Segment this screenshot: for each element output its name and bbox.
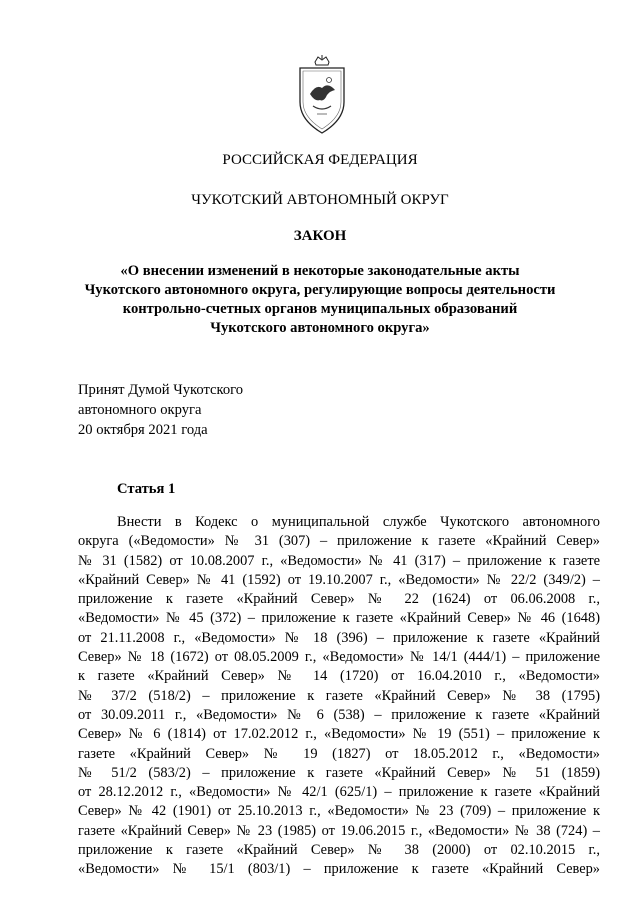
body-line: «Крайний Север» № 41 (1592) от 19.10.2007 г., «Ведомости» № 22/2 (349/2) –	[78, 571, 600, 588]
law-title	[40, 262, 600, 338]
body-line: № 51/2 (583/2) – приложение к газете «Крайний Север» № 51 (1859)	[78, 764, 600, 781]
law-title-line: Чукотского автономного округа, регулирующие вопросы деятельности	[84, 282, 556, 298]
adoption-date: 20 октября 2021 года	[78, 422, 208, 438]
body-line: к газете «Крайний Север» № 14 (1720) от 16.04.2010 г., «Ведомости»	[78, 668, 600, 685]
body-line: Север» № 6 (1814) от 17.02.2012 г., «Ведомости» № 19 (551) – приложение к	[78, 726, 600, 743]
law-title-line: «О внесении изменений в некоторые законодательные акты	[120, 263, 520, 279]
body-line: от 28.12.2012 г., «Ведомости» № 42/1 (625/1) – приложение к газете «Крайний	[78, 784, 600, 801]
adoption-block	[78, 380, 243, 440]
body-line: приложение к газете «Крайний Север» № 38 (2000) от 02.10.2015 г.,	[78, 842, 600, 859]
body-line: Внести в Кодекс о муниципальной службе Чукотского автономного	[117, 514, 600, 530]
document-type-heading: ЗАКОН	[293, 228, 347, 244]
article-heading: Статья 1	[117, 481, 176, 497]
region-heading: ЧУКОТСКИЙ АВТОНОМНЫЙ ОКРУГ	[191, 192, 449, 208]
body-line: № 37/2 (518/2) – приложение к газете «Крайний Север» № 38 (1795)	[78, 687, 600, 704]
law-title-line: Чукотского автономного округа»	[210, 320, 430, 336]
body-line: «Ведомости» № 15/1 (803/1) – приложение к газете «Крайний Север»	[78, 861, 600, 878]
body-line: Север» № 42 (1901) от 25.10.2013 г., «Ведомости» № 23 (709) – приложение к	[78, 803, 600, 820]
body-line: Север» № 18 (1672) от 08.05.2009 г., «Ведомости» № 14/1 (444/1) – приложение	[78, 649, 600, 666]
law-title-line: контрольно-счетных органов муниципальных образований	[122, 301, 518, 317]
article-body	[78, 513, 600, 880]
country-heading: РОССИЙСКАЯ ФЕДЕРАЦИЯ	[222, 152, 418, 168]
body-line: № 31 (1582) от 10.08.2007 г., «Ведомости» № 41 (317) – приложение к газете	[78, 552, 600, 569]
coat-of-arms-icon	[293, 54, 351, 138]
adoption-line: автономного округа	[78, 402, 202, 418]
body-line: приложение к газете «Крайний Север» № 22 (1624) от 06.06.2008 г.,	[78, 591, 600, 608]
body-line: округа («Ведомости» № 31 (307) – приложение к газете «Крайний Север»	[78, 533, 600, 550]
body-line: от 30.09.2011 г., «Ведомости» № 6 (538) – приложение к газете «Крайний	[78, 706, 600, 723]
body-line: газете «Крайний Север» № 19 (1827) от 18.05.2012 г., «Ведомости»	[78, 745, 600, 762]
adoption-line: Принят Думой Чукотского	[78, 382, 244, 398]
body-line: «Ведомости» № 45 (372) – приложение к газете «Крайний Север» № 46 (1648)	[78, 610, 600, 627]
body-line: от 21.11.2008 г., «Ведомости» № 18 (396) – приложение к газете «Крайний	[78, 629, 600, 646]
body-line: газете «Крайний Север» № 23 (1985) от 19.06.2015 г., «Ведомости» № 38 (724) –	[78, 822, 600, 839]
